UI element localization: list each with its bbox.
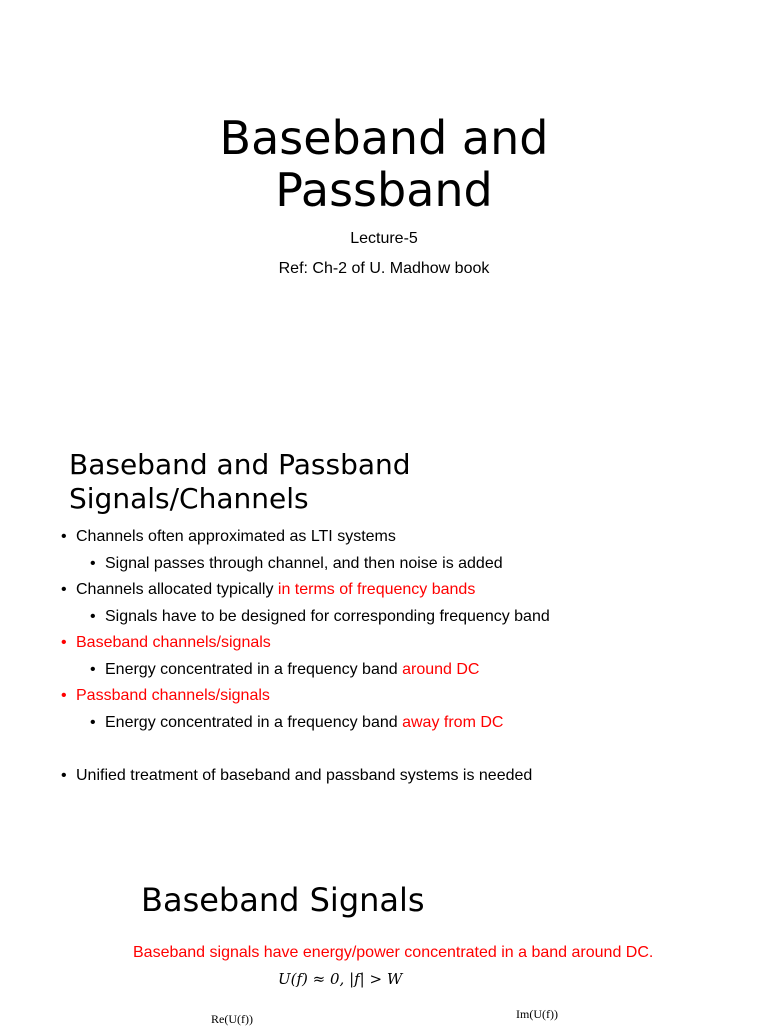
slide-heading: Baseband Signals xyxy=(141,881,425,919)
bullet-item xyxy=(60,579,550,606)
bullet-text: Energy concentrated in a frequency band xyxy=(105,714,403,731)
sub-bullet-item xyxy=(60,606,550,632)
bullet-text: Energy concentrated in a frequency band xyxy=(105,661,403,678)
formula: U(f) ≈ 0, |f| > W xyxy=(278,970,403,988)
bullet-text: Signals have to be designed for corresponding frequency band xyxy=(105,608,550,625)
highlight-text: away from DC xyxy=(402,714,504,731)
definition-text: Baseband signals have energy/power concentrated in a band around DC. xyxy=(133,944,654,961)
bullet-text: Signal passes through channel, and then noise is added xyxy=(105,555,503,572)
bullet-text: Unified treatment of baseband and passband systems is needed xyxy=(76,767,533,784)
bullet-text: Baseband channels/signals xyxy=(76,634,271,651)
sub-bullet-item xyxy=(60,659,550,685)
bullet-list xyxy=(60,526,550,792)
bullet-text: Channels allocated typically xyxy=(76,581,278,598)
real-part-label: Re(U(f)) xyxy=(211,1012,253,1026)
bullet-item xyxy=(60,526,550,553)
heading-line-1: Baseband and Passband xyxy=(69,448,411,481)
bullet-item xyxy=(60,765,550,792)
title-line-1: Baseband and xyxy=(219,111,549,165)
bullet-text: Passband channels/signals xyxy=(76,687,270,704)
slide-heading xyxy=(69,448,411,516)
sub-bullet-item xyxy=(60,712,550,738)
title-line-2: Passband xyxy=(275,163,493,217)
lecture-number: Lecture-5 xyxy=(350,230,418,247)
sub-bullet-item xyxy=(60,553,550,579)
bullet-text: Channels often approximated as LTI systems xyxy=(76,528,396,545)
slide-baseband-signals xyxy=(0,844,768,1024)
slide-signals-channels xyxy=(0,384,768,844)
highlight-text: around DC xyxy=(402,661,480,678)
reference: Ref: Ch-2 of U. Madhow book xyxy=(278,260,490,277)
imag-part-label: Im(U(f)) xyxy=(516,1007,558,1021)
bullet-item xyxy=(60,685,550,712)
highlight-text: in terms of frequency bands xyxy=(277,581,476,598)
bullet-item xyxy=(60,632,550,659)
heading-line-2: Signals/Channels xyxy=(69,482,309,515)
slide-title xyxy=(0,0,768,384)
slide-title-heading xyxy=(0,112,768,216)
